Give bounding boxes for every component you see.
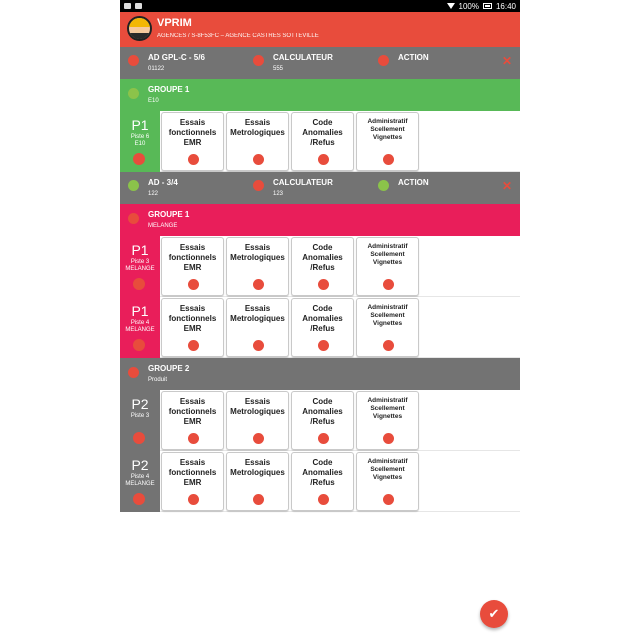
task-card-label: Code Anomalies /Refus bbox=[302, 304, 343, 333]
image-icon bbox=[135, 3, 142, 9]
status-dot bbox=[383, 340, 394, 351]
status-dot bbox=[133, 493, 145, 505]
ad-cell-title: AD GPL-C - 5/6 bbox=[148, 53, 205, 62]
task-card-label: Code Anomalies /Refus bbox=[302, 397, 343, 426]
group-sub: Produit bbox=[148, 377, 168, 383]
status-dot bbox=[383, 154, 394, 165]
group-row[interactable] bbox=[120, 204, 520, 236]
piste-row bbox=[120, 236, 520, 297]
status-dot bbox=[318, 433, 329, 444]
group-row[interactable] bbox=[120, 358, 520, 390]
close-icon[interactable]: ✕ bbox=[501, 54, 512, 68]
status-dot bbox=[188, 154, 199, 165]
task-card[interactable] bbox=[356, 237, 419, 296]
ad-cell[interactable] bbox=[370, 172, 495, 204]
battery-icon bbox=[483, 3, 492, 9]
task-card[interactable] bbox=[226, 298, 289, 357]
device-screen bbox=[120, 0, 520, 640]
status-dot bbox=[128, 180, 139, 191]
ad-cell-title: AD - 3/4 bbox=[148, 178, 178, 187]
task-card[interactable] bbox=[161, 452, 224, 511]
card-group bbox=[161, 391, 419, 450]
task-card-label: Administratif Scellement Vignettes bbox=[367, 243, 408, 266]
ad-cell[interactable] bbox=[245, 47, 370, 79]
status-dot bbox=[188, 340, 199, 351]
task-card[interactable] bbox=[226, 112, 289, 171]
clock: 16:40 bbox=[495, 1, 516, 11]
status-dot bbox=[133, 339, 145, 351]
piste-name: Piste 4 bbox=[130, 320, 150, 326]
breadcrumb: AGENCES / S-8F53FC – AGENCE CASTRES SOTTEVILLE bbox=[157, 33, 319, 39]
status-dot bbox=[133, 432, 145, 444]
task-card[interactable] bbox=[356, 298, 419, 357]
piste-badge[interactable] bbox=[120, 297, 160, 358]
piste-extra: MELANGE bbox=[125, 266, 155, 272]
status-dot bbox=[383, 494, 394, 505]
task-card-label: Essais Metrologiques bbox=[230, 397, 285, 416]
status-dot bbox=[318, 340, 329, 351]
task-card-label: Essais fonctionnels EMR bbox=[168, 118, 217, 147]
task-card-label: Essais fonctionnels EMR bbox=[168, 458, 217, 487]
task-card-label: Code Anomalies /Refus bbox=[302, 118, 343, 147]
task-card-label: Essais fonctionnels EMR bbox=[168, 243, 217, 272]
ad-header-row[interactable] bbox=[120, 172, 520, 204]
piste-name: Piste 3 bbox=[130, 413, 150, 419]
status-dot bbox=[253, 180, 264, 191]
task-card-label: Essais Metrologiques bbox=[230, 118, 285, 137]
piste-extra: MELANGE bbox=[125, 481, 155, 487]
piste-badge[interactable] bbox=[120, 451, 160, 512]
status-dot bbox=[128, 55, 139, 66]
task-card-label: Administratif Scellement Vignettes bbox=[367, 397, 408, 420]
card-group bbox=[161, 112, 419, 171]
check-icon: ✔ bbox=[488, 606, 500, 621]
task-card[interactable] bbox=[161, 112, 224, 171]
ad-cell[interactable] bbox=[245, 172, 370, 204]
status-bar bbox=[120, 0, 520, 12]
task-card[interactable] bbox=[161, 391, 224, 450]
group-title: GROUPE 1 bbox=[148, 85, 190, 94]
ad-cell-title: CALCULATEUR bbox=[273, 178, 333, 187]
status-dot bbox=[253, 340, 264, 351]
status-dot bbox=[383, 433, 394, 444]
task-card[interactable] bbox=[291, 298, 354, 357]
task-card-label: Essais fonctionnels EMR bbox=[168, 397, 217, 426]
validate-button[interactable] bbox=[480, 600, 508, 628]
status-dot bbox=[253, 154, 264, 165]
ad-cell-sub: 555 bbox=[273, 66, 284, 72]
ad-header-row[interactable] bbox=[120, 47, 520, 79]
battery-percent: 100% bbox=[458, 1, 479, 11]
piste-row bbox=[120, 297, 520, 358]
ad-cell-sub: 01122 bbox=[148, 66, 165, 72]
status-dot bbox=[128, 367, 139, 378]
status-dot bbox=[128, 213, 139, 224]
ad-cell[interactable] bbox=[120, 172, 245, 204]
status-dot bbox=[253, 55, 264, 66]
ad-cell-title: CALCULATEUR bbox=[273, 53, 333, 62]
piste-label: P2 bbox=[131, 457, 149, 473]
piste-extra: MELANGE bbox=[125, 327, 155, 333]
status-dot bbox=[318, 494, 329, 505]
status-dot bbox=[253, 494, 264, 505]
status-dot bbox=[318, 279, 329, 290]
piste-row bbox=[120, 451, 520, 512]
status-dot bbox=[378, 180, 389, 191]
task-card[interactable] bbox=[291, 112, 354, 171]
wifi-icon bbox=[447, 3, 455, 9]
task-card-label: Administratif Scellement Vignettes bbox=[367, 304, 408, 327]
task-card-label: Essais Metrologiques bbox=[230, 243, 285, 262]
card-group bbox=[161, 237, 419, 296]
ad-cell-sub: 123 bbox=[273, 191, 284, 197]
piste-name: Piste 4 bbox=[130, 474, 150, 480]
status-dot bbox=[188, 494, 199, 505]
task-card[interactable] bbox=[356, 391, 419, 450]
task-card[interactable] bbox=[291, 237, 354, 296]
status-dot bbox=[188, 433, 199, 444]
card-group bbox=[161, 452, 419, 511]
status-dot bbox=[128, 88, 139, 99]
piste-name: Piste 6 bbox=[130, 134, 150, 140]
task-card-label: Code Anomalies /Refus bbox=[302, 458, 343, 487]
group-sub: E10 bbox=[148, 98, 159, 104]
piste-label: P2 bbox=[131, 396, 149, 412]
status-dot bbox=[318, 154, 329, 165]
task-card-label: Essais Metrologiques bbox=[230, 458, 285, 477]
status-dot bbox=[253, 279, 264, 290]
piste-row bbox=[120, 111, 520, 172]
task-card[interactable] bbox=[226, 391, 289, 450]
group-sub: MELANGE bbox=[148, 223, 178, 229]
app-bar bbox=[120, 12, 520, 47]
ad-cell-title: ACTION bbox=[398, 53, 429, 62]
status-dot bbox=[253, 433, 264, 444]
status-dot bbox=[188, 279, 199, 290]
task-card[interactable] bbox=[291, 452, 354, 511]
status-dot bbox=[133, 278, 145, 290]
piste-extra: E10 bbox=[134, 141, 146, 147]
ad-cell[interactable] bbox=[120, 47, 245, 79]
status-dot bbox=[378, 55, 389, 66]
piste-badge[interactable] bbox=[120, 390, 160, 451]
task-card-label: Code Anomalies /Refus bbox=[302, 243, 343, 272]
task-card-label: Administratif Scellement Vignettes bbox=[367, 118, 408, 141]
piste-name: Piste 3 bbox=[130, 259, 150, 265]
task-card[interactable] bbox=[356, 452, 419, 511]
task-card[interactable] bbox=[161, 237, 224, 296]
status-dot bbox=[133, 153, 145, 165]
task-card[interactable] bbox=[226, 452, 289, 511]
ad-cell[interactable] bbox=[370, 47, 495, 79]
piste-row bbox=[120, 390, 520, 451]
app-title: VPRIM bbox=[157, 17, 192, 29]
ad-cell-sub: 122 bbox=[148, 191, 159, 197]
piste-label: P1 bbox=[131, 117, 149, 133]
close-icon[interactable]: ✕ bbox=[501, 179, 512, 193]
task-card-label: Essais Metrologiques bbox=[230, 304, 285, 323]
task-card-label: Essais fonctionnels EMR bbox=[168, 304, 217, 333]
ad-cell-title: ACTION bbox=[398, 178, 429, 187]
status-dot bbox=[383, 279, 394, 290]
piste-label: P1 bbox=[131, 242, 149, 258]
notification-icon bbox=[124, 3, 131, 9]
piste-badge[interactable] bbox=[120, 111, 160, 172]
group-title: GROUPE 1 bbox=[148, 210, 190, 219]
task-card[interactable] bbox=[161, 298, 224, 357]
group-title: GROUPE 2 bbox=[148, 364, 190, 373]
piste-label: P1 bbox=[131, 303, 149, 319]
card-group bbox=[161, 298, 419, 357]
inspection-list bbox=[120, 47, 520, 512]
avatar[interactable] bbox=[127, 16, 152, 41]
piste-badge[interactable] bbox=[120, 236, 160, 297]
group-row[interactable] bbox=[120, 79, 520, 111]
task-card-label: Administratif Scellement Vignettes bbox=[367, 458, 408, 481]
task-card[interactable] bbox=[356, 112, 419, 171]
task-card[interactable] bbox=[291, 391, 354, 450]
task-card[interactable] bbox=[226, 237, 289, 296]
